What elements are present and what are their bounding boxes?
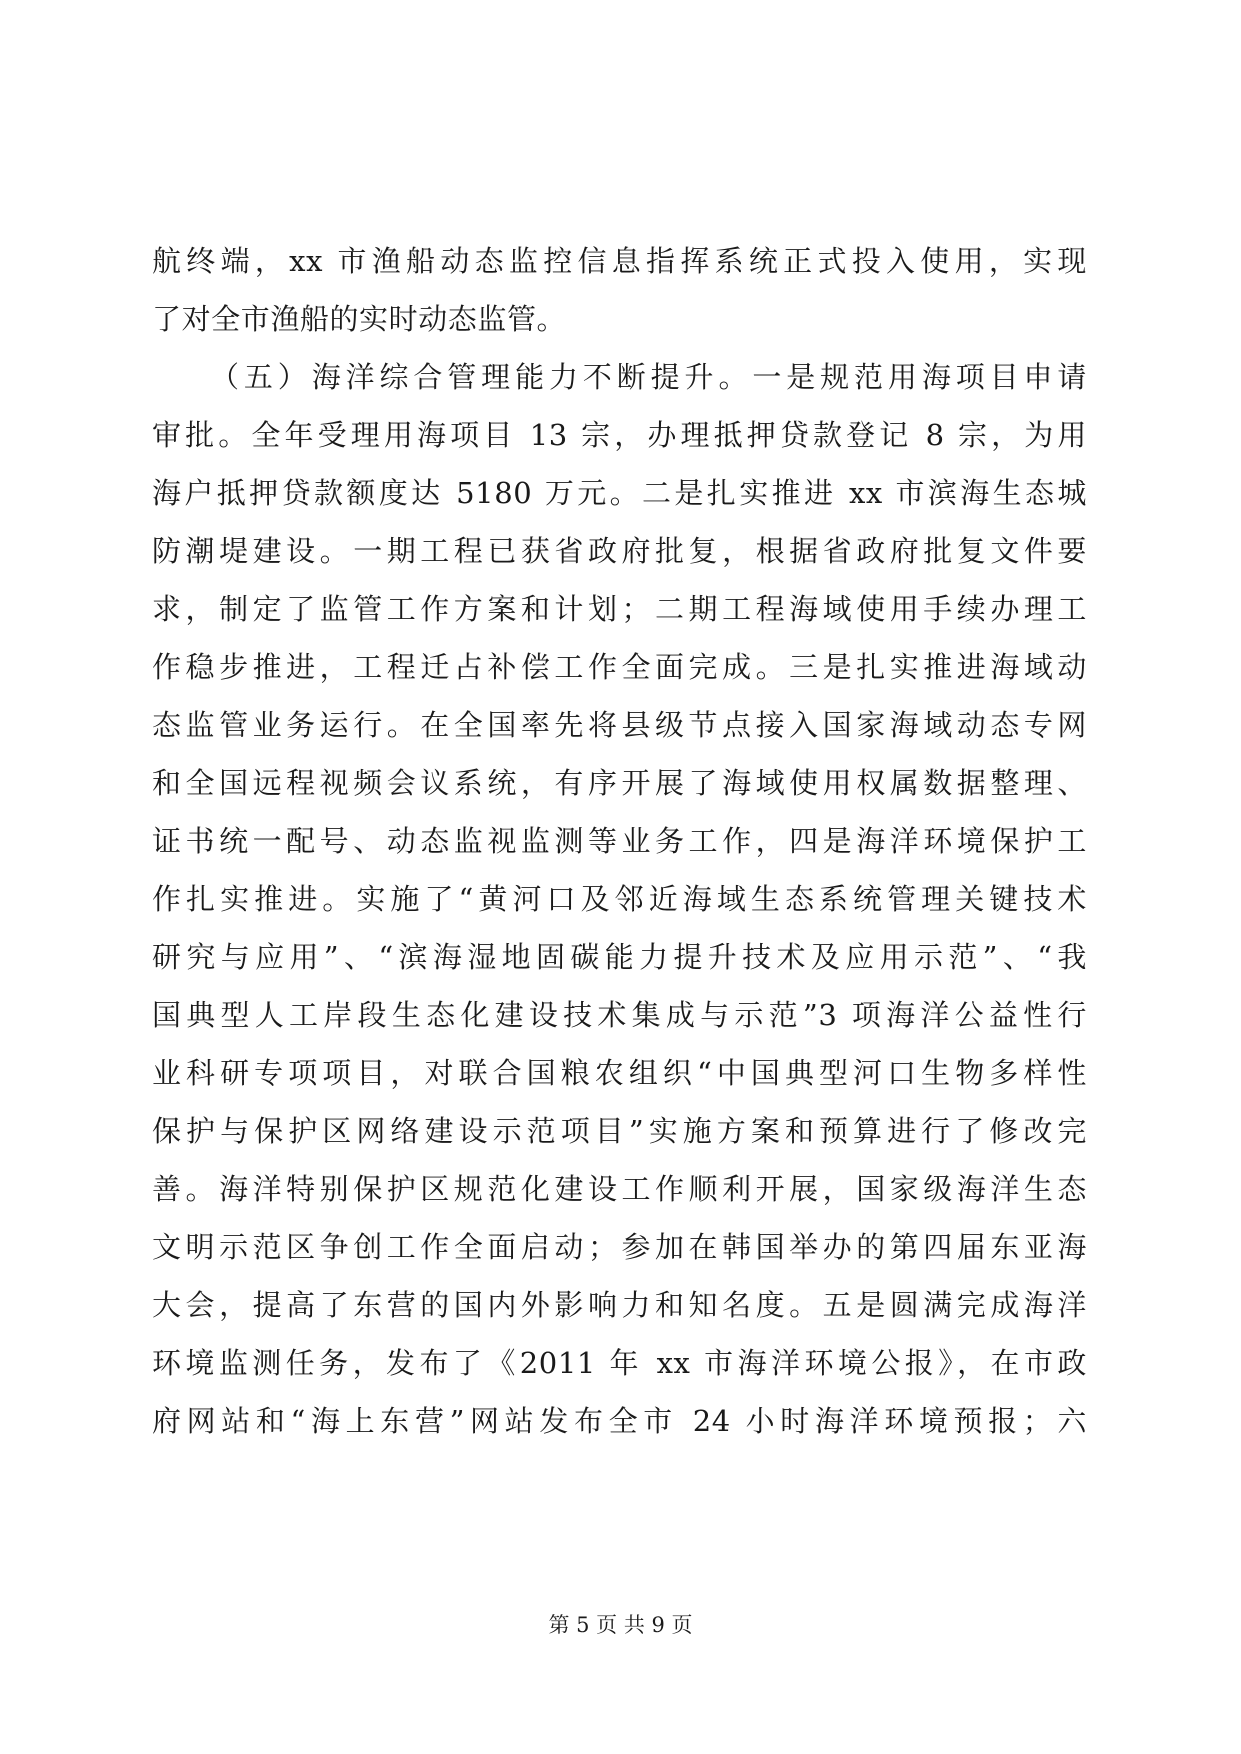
text-line: 业科研专项项目，对联合国粮农组织“中国典型河口生物多样性 (152, 1056, 1087, 1090)
text-line: （五）海洋综合管理能力不断提升。一是规范用海项目申请 (210, 360, 1087, 394)
text-line: 求，制定了监管工作方案和计划；二期工程海域使用手续办理工 (152, 592, 1087, 626)
text-line: 作扎实推进。实施了“黄河口及邻近海域生态系统管理关键技术 (152, 882, 1087, 916)
text-line: 府网站和“海上东营”网站发布全市 24 小时海洋环境预报；六 (152, 1404, 1087, 1438)
text-line: 态监管业务运行。在全国率先将县级节点接入国家海域动态专网 (152, 708, 1087, 742)
text-line: 文明示范区争创工作全面启动；参加在韩国举办的第四届东亚海 (152, 1230, 1087, 1264)
body-text (152, 232, 1087, 1450)
text-line: 海户抵押贷款额度达 5180 万元。二是扎实推进 xx 市滨海生态城 (152, 476, 1087, 510)
text-line: 环境监测任务，发布了《2011 年 xx 市海洋环境公报》，在市政 (152, 1346, 1087, 1380)
text-line: 了对全市渔船的实时动态监管。 (152, 302, 567, 336)
text-line: 保护与保护区网络建设示范项目”实施方案和预算进行了修改完 (152, 1114, 1087, 1148)
text-line: 大会，提高了东营的国内外影响力和知名度。五是圆满完成海洋 (152, 1288, 1087, 1322)
text-line: 研究与应用”、“滨海湿地固碳能力提升技术及应用示范”、“我 (152, 940, 1087, 974)
text-line: 证书统一配号、动态监视监测等业务工作，四是海洋环境保护工 (152, 824, 1087, 858)
text-line: 防潮堤建设。一期工程已获省政府批复，根据省政府批复文件要 (152, 534, 1087, 568)
text-line: 航终端，xx 市渔船动态监控信息指挥系统正式投入使用，实现 (152, 244, 1087, 278)
text-line: 作稳步推进，工程迁占补偿工作全面完成。三是扎实推进海域动 (152, 650, 1087, 684)
text-line: 和全国远程视频会议系统，有序开展了海域使用权属数据整理、 (152, 766, 1087, 800)
text-line: 善。海洋特别保护区规范化建设工作顺利开展，国家级海洋生态 (152, 1172, 1087, 1206)
text-line: 国典型人工岸段生态化建设技术集成与示范”3 项海洋公益性行 (152, 998, 1087, 1032)
text-line: 审批。全年受理用海项目 13 宗，办理抵押贷款登记 8 宗，为用 (152, 418, 1087, 452)
page-footer: 第 5 页 共 9 页 (548, 1613, 693, 1637)
